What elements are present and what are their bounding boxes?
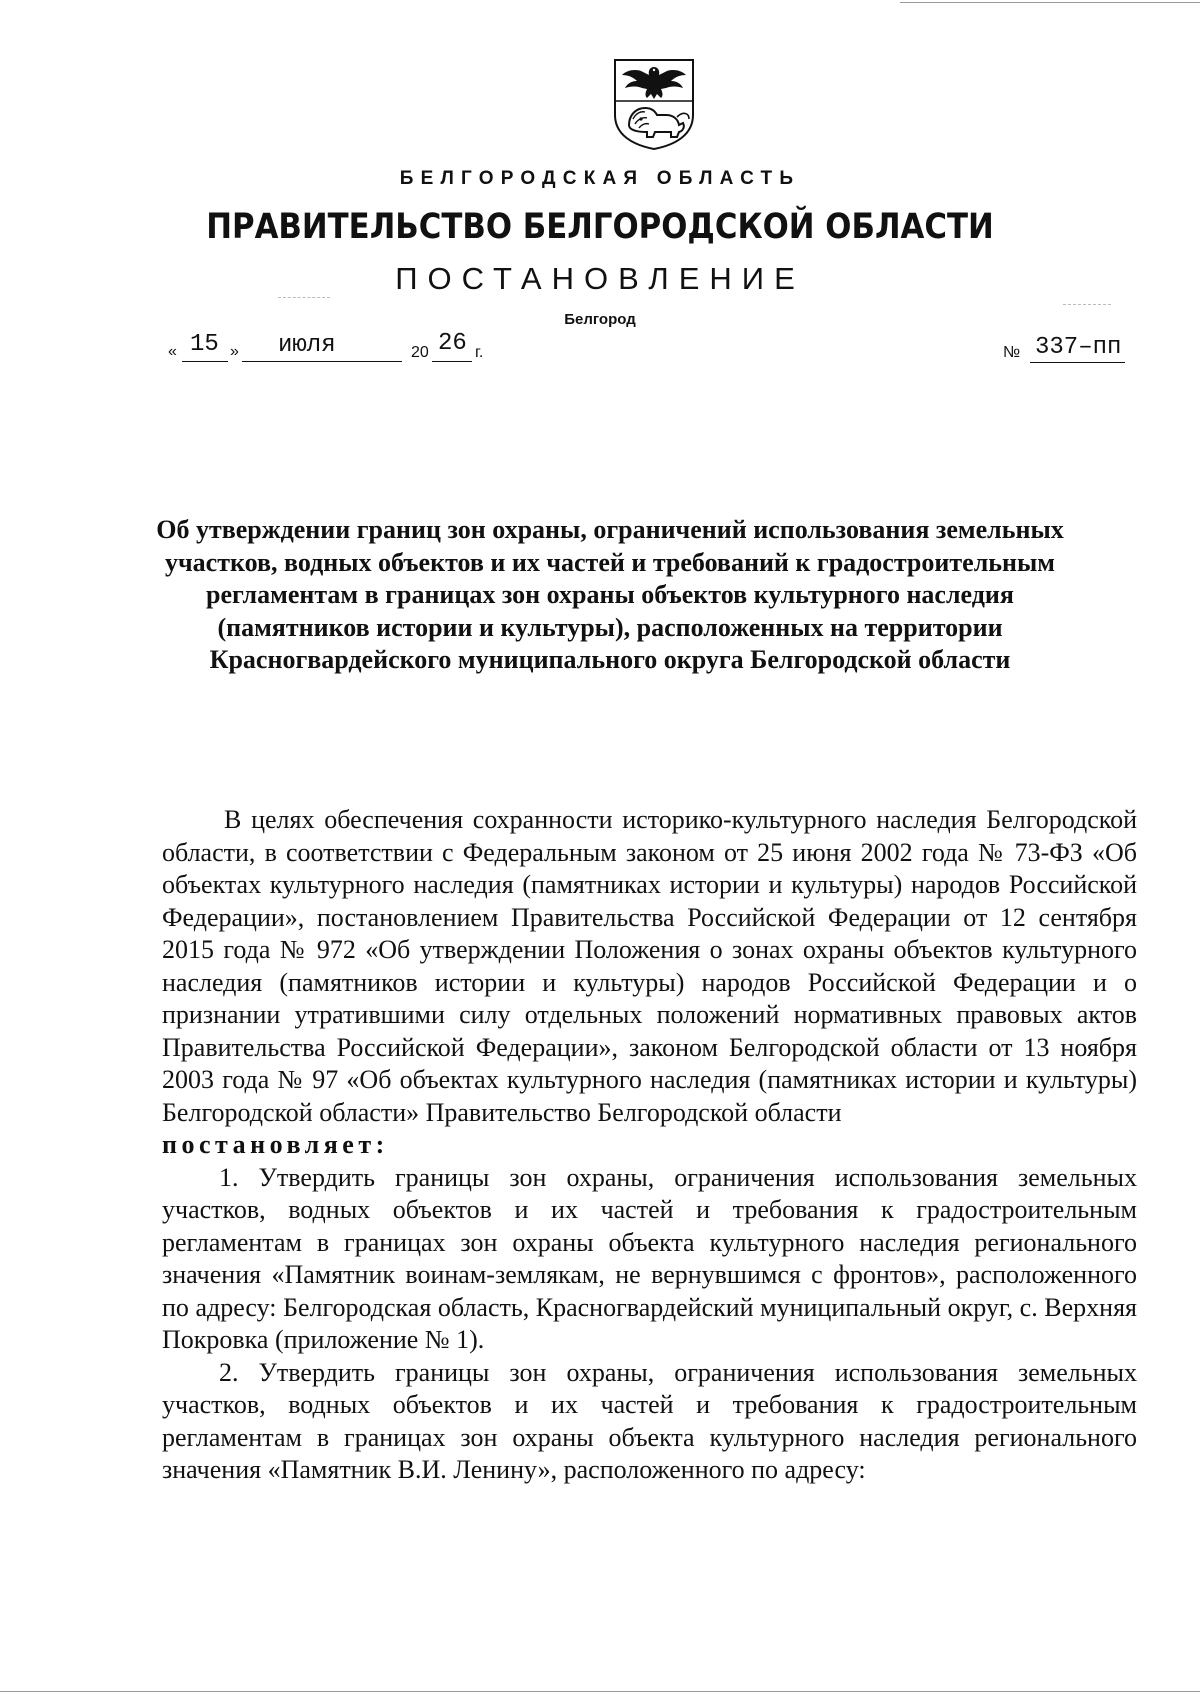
city-name: Белгород	[564, 311, 636, 328]
region-name: БЕЛГОРОДСКАЯ ОБЛАСТЬ	[399, 168, 801, 189]
decree-word: постановляет:	[162, 1130, 389, 1159]
scan-edge-bottom	[0, 1691, 1200, 1692]
document-number: 337–пп	[1035, 334, 1122, 361]
year-underline	[432, 361, 472, 362]
clause-1: 1. Утвердить границы зон охраны, ограничения использования земельных участков, водных объектов и их частей и требования к градостроительным регламентам в границах зон охраны объекта культурного наследия регионального значения «Памятник воинам-землякам, не вернувшимся с фронтов», расположенного по адресу: Белгородская область, Красногвардейский муниципальный округ, с. Верхняя Покровка (приложение № 1).	[162, 1162, 1137, 1354]
day-underline	[182, 361, 228, 362]
scan-mark	[1063, 304, 1111, 305]
date-year-prefix: 20	[411, 344, 429, 361]
date-year: 26	[438, 330, 467, 357]
number-label: №	[1003, 344, 1021, 361]
government-name: ПРАВИТЕЛЬСТВО БЕЛГОРОДСКОЙ ОБЛАСТИ	[206, 207, 994, 247]
document-type: ПОСТАНОВЛЕНИЕ	[395, 261, 805, 296]
date-year-abbr: г.	[475, 344, 484, 361]
date-day: 15	[190, 331, 219, 358]
document-title: Об утверждении границ зон охраны, ограничений использования земельных участков, водных объектов и их частей и требований к градостроительным регламентам в границах зон охраны объектов культурного наследия (памятников истории и культуры), расположенных на территории Красногвардейского муниципального округа Белгородской области	[156, 515, 1064, 674]
clause-2: 2. Утвердить границы зон охраны, ограничения использования земельных участков, водных объектов и их частей и требования к градостроительным регламентам в границах зон охраны объекта культурного наследия регионального значения «Памятник В.И. Ленину», расположенного по адресу:	[162, 1357, 1137, 1484]
coat-of-arms-icon	[611, 57, 697, 151]
preamble-paragraph	[162, 804, 1137, 1162]
date-close-quote: »	[230, 343, 239, 360]
preamble-text: В целях обеспечения сохранности историко-культурного наследия Белгородской области, в соответствии с Федеральным законом от 25 июня 2002 года № 73-ФЗ «Об объектах культурного наследия (памятниках истории и культуры) народов Российской Федерации», постановлением Правительства Российской Федерации от 12 сентября 2015 года № 972 «Об утверждении Положения о зонах охраны объектов культурного наследия (памятников истории и культуры) народов Российской Федерации и о признании утратившими силу отдельных положений нормативных правовых актов Правительства Российской Федерации», законом Белгородской области от 13 ноября 2003 года № 97 «Об объектах культурного наследия (памятниках истории и культуры) Белгородской области» Правительство Белгородской области	[162, 805, 1137, 1127]
document-body	[162, 804, 1137, 1487]
number-underline	[1030, 362, 1125, 363]
date-open-quote: «	[168, 343, 177, 360]
scan-mark	[278, 297, 330, 298]
scan-edge-top	[900, 2, 1200, 3]
date-month: июля	[278, 332, 336, 359]
month-underline	[242, 361, 402, 362]
